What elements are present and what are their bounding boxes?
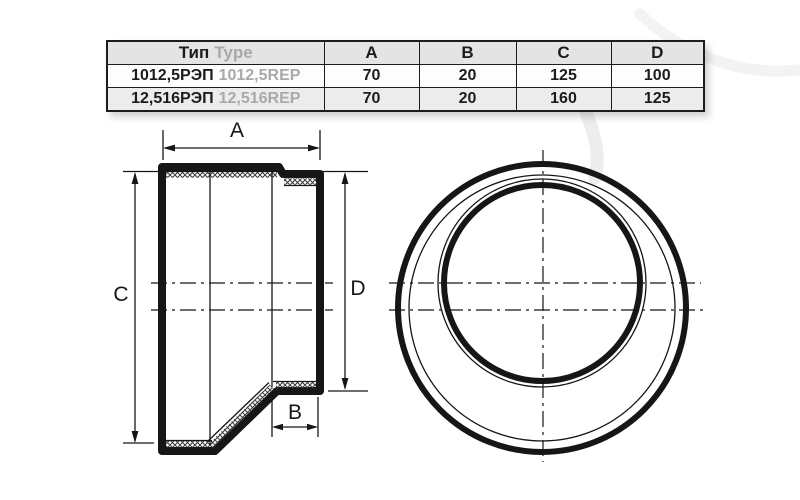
- cell-b: 20: [419, 65, 516, 88]
- cell-d: 100: [611, 65, 704, 88]
- cell-b: 20: [419, 88, 516, 112]
- dim-label-d: D: [350, 277, 366, 300]
- cell-type: [107, 65, 324, 88]
- front-view-centerlines: [389, 150, 707, 462]
- cell-a: 70: [324, 88, 419, 112]
- type-ru: 12,516РЭП: [131, 90, 214, 107]
- side-view: [113, 119, 368, 451]
- cell-c: 125: [516, 65, 611, 88]
- header-cell-b: B: [419, 41, 516, 65]
- type-ru: 1012,5РЭП: [131, 67, 214, 84]
- header-cell-c: C: [516, 41, 611, 65]
- header-type-ru: Тип: [178, 43, 210, 62]
- type-en: 12,516REP: [218, 90, 301, 107]
- table-header-row: [107, 41, 704, 65]
- cell-d: 125: [611, 88, 704, 112]
- dim-label-a: A: [229, 119, 245, 142]
- spec-table-container: [106, 40, 705, 112]
- spec-table: [106, 40, 705, 112]
- cell-a: 70: [324, 65, 419, 88]
- cell-c: 160: [516, 88, 611, 112]
- header-type-en: Type: [214, 43, 253, 62]
- dim-label-b: B: [287, 401, 303, 424]
- header-cell-a: A: [324, 41, 419, 65]
- cell-type: [107, 88, 324, 112]
- dim-label-c: C: [113, 283, 129, 306]
- front-view: [389, 150, 707, 462]
- table-row: [107, 65, 704, 88]
- type-en: 1012,5REP: [218, 67, 301, 84]
- header-cell-type: [107, 41, 324, 65]
- header-cell-d: D: [611, 41, 704, 65]
- table-row: [107, 88, 704, 112]
